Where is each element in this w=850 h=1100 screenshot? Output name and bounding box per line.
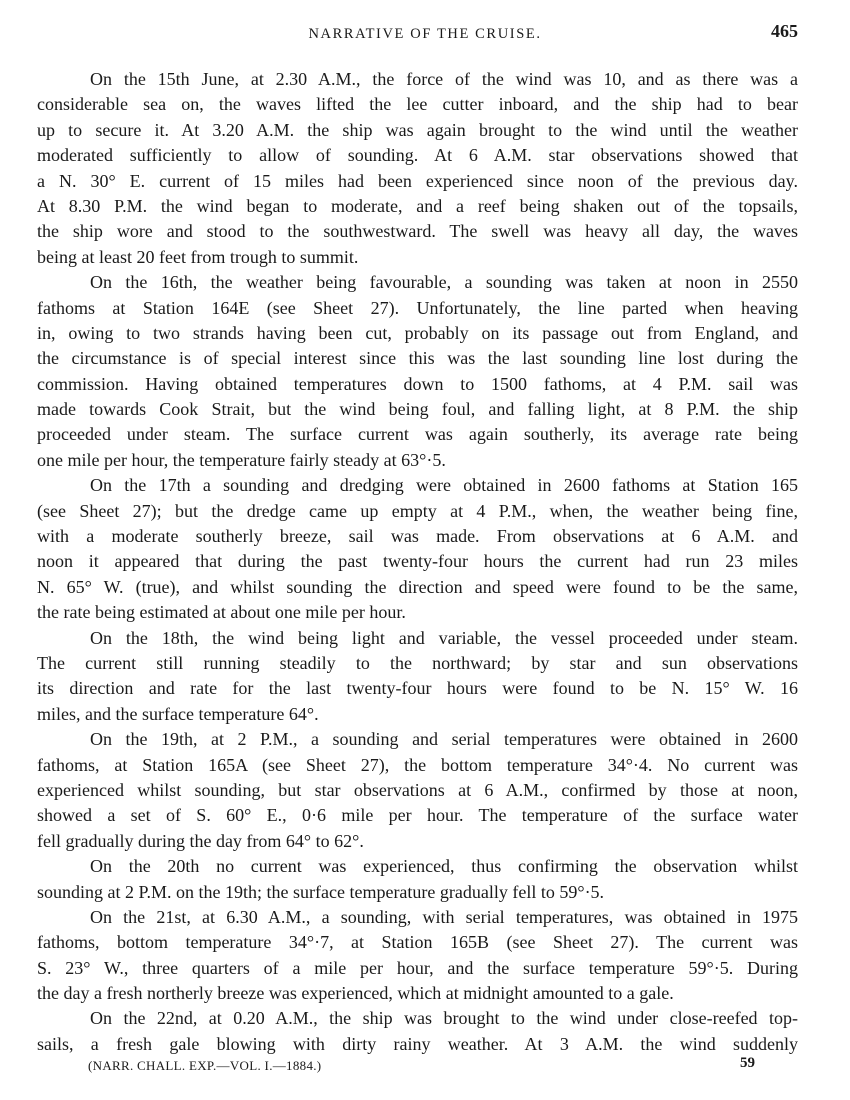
text-line: On the 22nd, at 0.20 A.M., the ship was brought to the wind under close-reefed top- (90, 1008, 798, 1029)
text-line: noon it appeared that during the past twenty-four hours the current had run 23 miles (37, 551, 798, 572)
text-line: experienced whilst sounding, but star observations at 6 A.M., confirmed by those at noon, (37, 779, 798, 800)
footer-citation: (NARR. CHALL. EXP.—VOL. I.—1884.) (88, 1058, 322, 1073)
paragraph (37, 270, 798, 473)
text-line: its direction and rate for the last twenty-four hours were found to be N. 15° W. 16 (37, 678, 798, 699)
text-line: On the 15th June, at 2.30 A.M., the force of the wind was 10, and as there was a (90, 69, 798, 89)
body-text (37, 67, 798, 1057)
text-line: up to secure it. At 3.20 A.M. the ship was again brought to the wind until the weather (37, 119, 798, 140)
text-line: one mile per hour, the temperature fairly steady at 63°·5. (37, 449, 446, 470)
paragraph (37, 854, 798, 905)
paragraph (37, 626, 798, 728)
text-line: in, owing to two strands having been cut, probably on its passage out from England, and (37, 322, 798, 343)
signature-mark: 59 (740, 1055, 755, 1071)
running-head: NARRATIVE OF THE CRUISE. (308, 26, 542, 42)
text-line: the ship wore and stood to the southwestward. The swell was heavy all day, the waves (37, 221, 798, 242)
text-line: The current still running steadily to the northward; by star and sun observations (37, 652, 798, 673)
paragraph (37, 905, 798, 1007)
text-line: On the 20th no current was experienced, thus confirming the observation whilst (90, 856, 798, 877)
paragraph (37, 727, 798, 854)
text-line: showed a set of S. 60° E., 0·6 mile per hour. The temperature of the surface water (37, 805, 798, 826)
paragraph (37, 67, 798, 270)
text-line: At 8.30 P.M. the wind began to moderate, and a reef being shaken out of the topsails, (37, 195, 798, 216)
text-line: considerable sea on, the waves lifted the lee cutter inboard, and the ship had to bear (37, 94, 798, 115)
text-line: the day a fresh northerly breeze was experienced, which at midnight amounted to a gale. (37, 983, 674, 1004)
text-line: S. 23° W., three quarters of a mile per hour, and the surface temperature 59°·5. During (37, 957, 798, 978)
paragraph (37, 1006, 798, 1057)
text-line: N. 65° W. (true), and whilst sounding the direction and speed were found to be the same, (37, 576, 798, 597)
text-line: On the 21st, at 6.30 A.M., a sounding, with serial temperatures, was obtained in 1975 (90, 906, 798, 927)
text-line: with a moderate southerly breeze, sail was made. From observations at 6 A.M. and (37, 526, 798, 547)
text-line: miles, and the surface temperature 64°. (37, 703, 319, 724)
text-line: fathoms, bottom temperature 34°·7, at Station 165B (see Sheet 27). The current was (37, 932, 798, 953)
text-line: moderated sufficiently to allow of sounding. At 6 A.M. star observations showed that (37, 145, 798, 166)
text-line: fathoms at Station 164E (see Sheet 27). Unfortunately, the line parted when heaving (37, 297, 798, 318)
text-line: fell gradually during the day from 64° to 62°. (37, 830, 364, 851)
text-line: commission. Having obtained temperatures down to 1500 fathoms, at 4 P.M. sail was (37, 373, 798, 394)
text-line: (see Sheet 27); but the dredge came up empty at 4 P.M., when, the weather being fine, (37, 500, 798, 521)
text-line: the circumstance is of special interest since this was the last sounding line lost during the (37, 348, 798, 369)
text-line: On the 17th a sounding and dredging were obtained in 2600 fathoms at Station 165 (90, 475, 798, 496)
text-line: the rate being estimated at about one mile per hour. (37, 602, 406, 623)
text-line: a N. 30° E. current of 15 miles had been experienced since noon of the previous day. (37, 170, 798, 191)
text-line: On the 18th, the wind being light and variable, the vessel proceeded under steam. (90, 627, 798, 648)
text-line: being at least 20 feet from trough to summit. (37, 246, 359, 267)
text-line: On the 19th, at 2 P.M., a sounding and serial temperatures were obtained in 2600 (90, 729, 798, 750)
page-number: 465 (771, 21, 798, 41)
paragraph (37, 473, 798, 625)
text-line: sounding at 2 P.M. on the 19th; the surface temperature gradually fell to 59°·5. (37, 881, 605, 902)
text-line: sails, a fresh gale blowing with dirty rainy weather. At 3 A.M. the wind suddenly (37, 1033, 798, 1054)
text-line: On the 16th, the weather being favourable, a sounding was taken at noon in 2550 (90, 272, 798, 293)
text-line: proceeded under steam. The surface current was again southerly, its average rate being (37, 424, 798, 445)
text-line: fathoms, at Station 165A (see Sheet 27), the bottom temperature 34°·4. No current was (37, 754, 798, 775)
text-line: made towards Cook Strait, but the wind being foul, and falling light, at 8 P.M. the ship (37, 399, 798, 420)
